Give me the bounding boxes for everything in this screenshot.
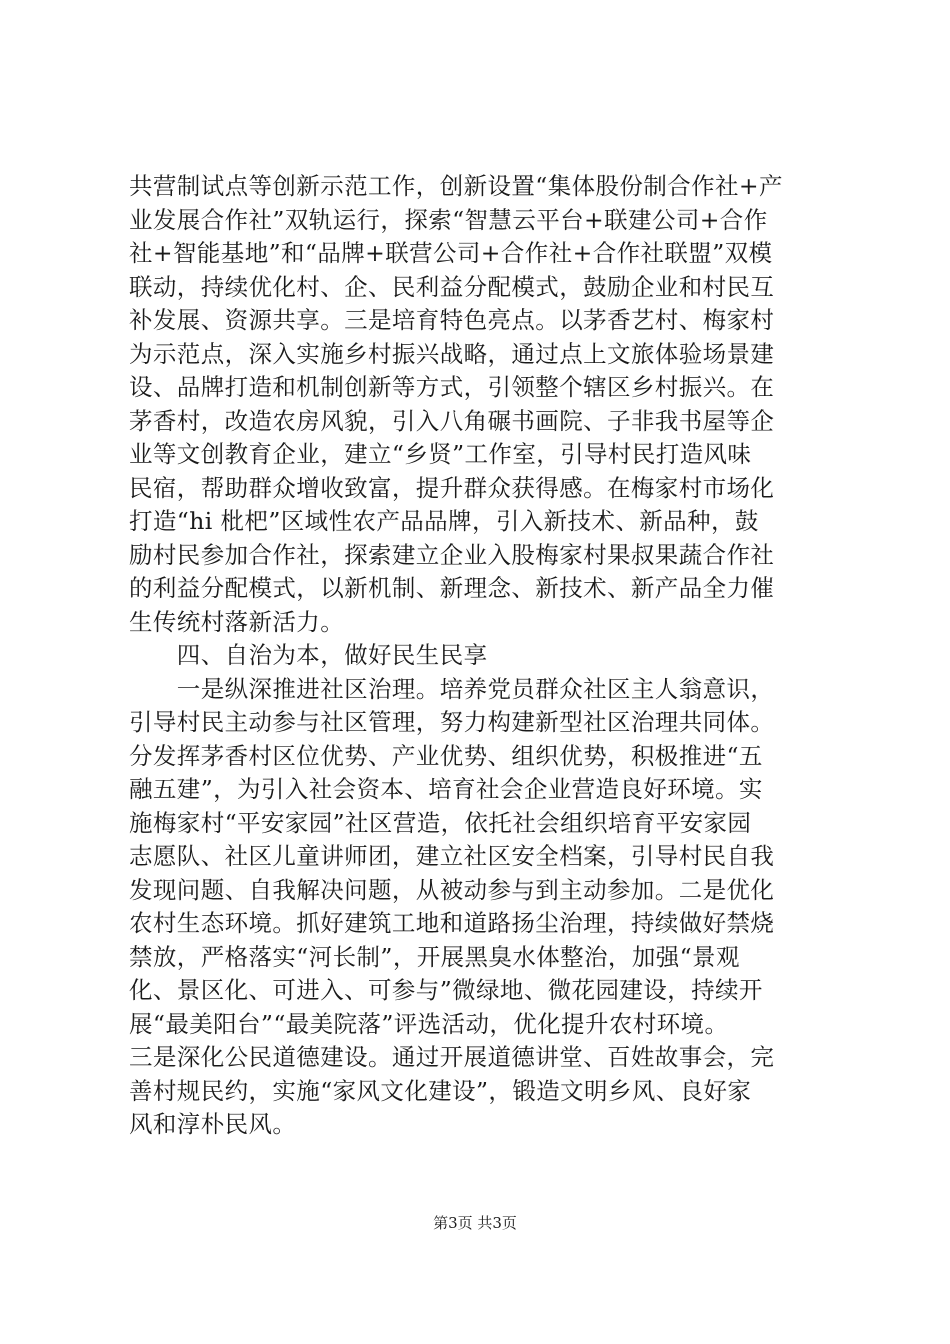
text-line: 三是深化公民道德建设。通过开展道德讲堂、百姓故事会，完 bbox=[129, 1043, 775, 1071]
text-line: 茅香村，改造农房风貌，引入八角碾书画院、子非我书屋等企 bbox=[129, 406, 775, 435]
text-line: 一是纵深推进社区治理。培养党员群众社区主人翁意识， bbox=[129, 674, 775, 703]
text-line: 善村规民约，实施“家风文化建设”，锻造文明乡风、良好家 bbox=[129, 1076, 752, 1105]
text-line: 联动，持续优化村、企、民利益分配模式，鼓励企业和村民互 bbox=[129, 272, 775, 301]
section-heading: 四、自治为本，做好民生民享 bbox=[129, 641, 488, 669]
text-line: 励村民参加合作社，探索建立企业入股梅家村果叔果蔬合作社 bbox=[129, 540, 775, 569]
text-line: 的利益分配模式，以新机制、新理念、新技术、新产品全力催 bbox=[129, 574, 775, 602]
text-line: 化、景区化、可进入、可参与”微绿地、微花园建设，持续开 bbox=[129, 976, 763, 1004]
text-line: 补发展、资源共享。三是培育特色亮点。以茅香艺村、梅家村 bbox=[129, 306, 775, 334]
text-line: 业等文创教育企业，建立“乡贤”工作室，引导村民打造风味 bbox=[129, 440, 752, 468]
text-line: 融五建”，为引入社会资本、培育社会企业营造良好环境。实 bbox=[129, 775, 763, 803]
text-line: 打造“hi 枇杷”区域性农产品品牌，引入新技术、新品种，鼓 bbox=[129, 507, 759, 535]
page-footer: 第3页 共3页 bbox=[433, 1214, 517, 1232]
text-line: 设、品牌打造和机制创新等方式，引领整个辖区乡村振兴。在 bbox=[129, 373, 775, 401]
text-line: 社+智能基地”和“品牌+联营公司+合作社+合作社联盟”双模 bbox=[129, 239, 773, 267]
text-line: 民宿，帮助群众增收致富，提升群众获得感。在梅家村市场化 bbox=[129, 473, 775, 502]
text-line: 生传统村落新活力。 bbox=[129, 607, 345, 636]
text-line: 禁放，严格落实“河长制”，开展黑臭水体整治，加强“景观 bbox=[129, 942, 740, 971]
text-line: 分发挥茅香村区位优势、产业优势、组织优势，积极推进“五 bbox=[129, 741, 763, 770]
text-line: 为示范点，深入实施乡村振兴战略，通过点上文旅体验场景建 bbox=[129, 339, 775, 368]
text-line: 发现问题、自我解决问题，从被动参与到主动参加。二是优化 bbox=[129, 875, 775, 904]
text-line: 农村生态环境。抓好建筑工地和道路扬尘治理，持续做好禁烧 bbox=[129, 909, 775, 937]
text-line: 展“最美阳台”“最美院落”评选活动，优化提升农村环境。 bbox=[129, 1009, 729, 1038]
text-line: 引导村民主动参与社区管理，努力构建新型社区治理共同体。 bbox=[129, 708, 775, 736]
text-line: 施梅家村“平安家园”社区营造，依托社会组织培育平安家园 bbox=[129, 808, 752, 837]
text-line: 志愿队、社区儿童讲师团，建立社区安全档案，引导村民自我 bbox=[129, 842, 775, 870]
text-line: 共营制试点等创新示范工作，创新设置“集体股份制合作社+产 bbox=[129, 172, 783, 200]
text-line: 风和淳朴民风。 bbox=[129, 1110, 297, 1138]
body-text bbox=[129, 170, 829, 1142]
text-line: 业发展合作社”双轨运行，探索“智慧云平台+联建公司+合作 bbox=[129, 205, 768, 234]
